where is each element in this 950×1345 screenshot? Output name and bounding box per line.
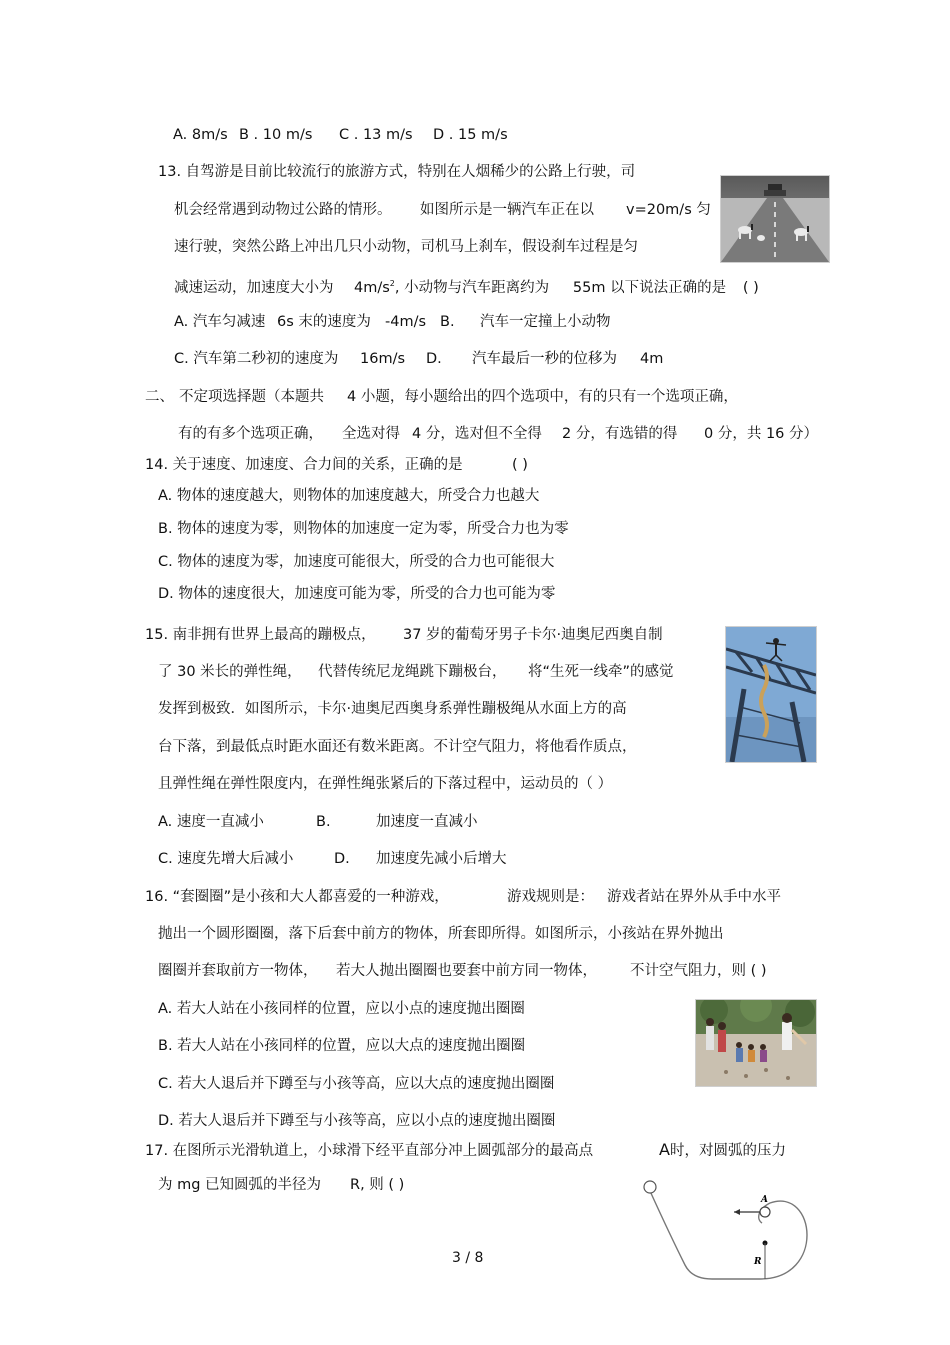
q12-option-d: D . 15 m/s — [433, 127, 508, 143]
q15-option-d: D. — [334, 851, 350, 867]
q16-l3c: 不计空气阻力，则 ( ) — [630, 963, 767, 979]
q13-l2a: 机会经常遇到动物过公路的情形。 — [174, 202, 392, 218]
section2-heading-line2 — [178, 424, 818, 444]
label-a: A — [761, 1195, 768, 1205]
q15-l1a: 15. 南非拥有世界上最高的蹦极点， — [145, 627, 376, 643]
q16-option-b: B. 若大人站在小孩同样的位置，应以大点的速度抛出圈圈 — [158, 1038, 526, 1054]
section2-l2a: 有的有多个选项正确， — [178, 426, 323, 442]
q13-l4-sup: 2 — [389, 279, 395, 288]
q14-option-a: A. 物体的速度越大，则物体的加速度越大，所受合力也越大 — [158, 488, 540, 504]
q17-stem-line2 — [158, 1175, 404, 1195]
q13-l4a: 减速运动，加速度大小为 — [174, 279, 334, 296]
q16-option-d: D. 若大人退后并下蹲至与小孩等高，应以小点的速度抛出圈圈 — [158, 1113, 556, 1129]
q17-l2b: R, 则 ( ) — [350, 1177, 405, 1193]
section2-l1b: 不定项选择题（本题共 — [179, 389, 324, 405]
section2-l2c: 4 分，选对但不全得 — [412, 426, 542, 442]
q13-stem-line3: 速行驶，突然公路上冲出几只小动物，司机马上刹车，假设刹车过程是匀 — [174, 239, 638, 255]
q15-stem-line4: 台下落，到最低点时距水面还有数米距离。不计空气阻力，将他看作质点， — [158, 739, 637, 755]
road-animals-photo — [720, 175, 830, 263]
q16-option-c: C. 若大人退后并下蹲至与小孩等高，应以大点的速度抛出圈圈 — [158, 1076, 555, 1092]
q14-option-b: B. 物体的速度为零，则物体的加速度一定为零，所受合力也为零 — [158, 521, 569, 537]
q15-option-a: A. 速度一直减小 — [158, 814, 264, 830]
page-number: 3 / 8 — [452, 1250, 484, 1266]
section2-l2b: 全选对得 — [342, 426, 400, 442]
q13-option-d: D. — [426, 351, 442, 367]
q13-option-c: C. 汽车第二秒初的速度为 — [174, 351, 339, 367]
label-r: R — [754, 1257, 762, 1267]
q15-option-d2: 加速度先减小后增大 — [376, 851, 507, 867]
section2-l2d: 2 分，有选错的得 — [562, 426, 678, 442]
section2-l2e: 0 分，共 16 分） — [704, 426, 819, 442]
q15-l1b: 37 岁的葡萄牙男子卡尔·迪奥尼西奥自制 — [403, 627, 663, 643]
q12-option-a: A. 8m/s — [173, 127, 228, 143]
bungee-jump-photo — [725, 626, 817, 763]
q16-stem-line1 — [145, 887, 781, 907]
q16-l3a: 圈圈并套取前方一物体， — [158, 963, 318, 979]
q13-stem-line2 — [174, 200, 711, 220]
q16-option-a: A. 若大人站在小孩同样的位置，应以小点的速度抛出圈圈 — [158, 1001, 525, 1017]
q15-options-ab — [158, 812, 478, 832]
q13-options-ab — [174, 312, 611, 332]
q15-option-b2: 加速度一直减小 — [376, 814, 478, 830]
q15-stem-line5: 且弹性绳在弹性限度内，在弹性绳张紧后的下落过程中，运动员的（ ） — [158, 776, 613, 792]
q15-l2c: 将“生死一线牵”的感觉 — [528, 664, 674, 680]
q13-option-b: B. — [440, 314, 455, 330]
q13-option-d3: 4m — [640, 351, 664, 367]
q15-stem-line3: 发挥到极致．如图所示，卡尔·迪奥尼西奥身系弹性蹦极绳从水面上方的高 — [158, 701, 627, 717]
force-arrow-icon — [734, 1209, 740, 1215]
q13-options-cd — [174, 349, 663, 369]
q16-l1b: 游戏规则是： — [507, 889, 594, 905]
q16-stem-line2: 抛出一个圆形圈圈，落下后套中前方的物体，所套即所得。如图所示，小孩站在界外抛出 — [158, 926, 724, 942]
q14-answer-blank: ( ) — [512, 457, 528, 473]
q13-option-c2: 16m/s — [360, 351, 406, 367]
section2-l1c: 4 小题，每小题给出的四个选项中，有的只有一个选项正确， — [347, 389, 738, 405]
q17-l1b: A — [659, 1140, 670, 1159]
q13-stem-line4 — [174, 274, 759, 298]
q15-options-cd — [158, 849, 507, 869]
q13-l4d: 55m 以下说法正确的是 — [572, 279, 727, 296]
q13-option-d2: 汽车最后一秒的位移为 — [472, 351, 617, 367]
q15-stem-line1 — [145, 625, 663, 645]
q13-l4c: , 小动物与汽车距离约为 — [394, 279, 550, 296]
q14-stem-text: 14. 关于速度、加速度、合力间的关系，正确的是 — [145, 457, 463, 473]
q12-option-c: C . 13 m/s — [339, 127, 413, 143]
q15-option-b: B. — [316, 814, 331, 830]
q17-l2a: 为 mg 已知圆弧的半径为 — [158, 1177, 322, 1193]
q13-option-a: A. 汽车匀减速 — [174, 314, 266, 330]
q16-l1c: 游戏者站在界外从手中水平 — [607, 889, 781, 905]
q17-l1c: 时，对圆弧的压力 — [669, 1143, 786, 1159]
section2-number: 二、 — [145, 389, 174, 405]
q15-l2b: 代替传统尼龙绳跳下蹦极台， — [318, 664, 507, 680]
circular-track-diagram — [630, 1175, 820, 1287]
q13-option-a2: 6s 末的速度为 — [277, 314, 371, 330]
q17-l1a: 17. 在图所示光滑轨道上，小球滑下经平直部分冲上圆弧部分的最高点 — [145, 1143, 594, 1159]
q16-stem-line3 — [158, 961, 767, 981]
ring-toss-photo — [695, 999, 817, 1087]
q13-l2c: v=20m/s 匀 — [626, 202, 711, 218]
q15-stem-line2 — [158, 662, 674, 682]
q14-option-c: C. 物体的速度为零，加速度可能很大，所受的合力也可能很大 — [158, 554, 555, 570]
ball-at-top-icon — [760, 1207, 770, 1217]
q16-l3b: 若大人抛出圈圈也要套中前方同一物体， — [336, 963, 597, 979]
q14-stem — [145, 455, 528, 475]
q13-option-b2: 汽车一定撞上小动物 — [480, 314, 611, 330]
q15-l2a: 了 30 米长的弹性绳， — [158, 664, 302, 680]
q15-option-c: C. 速度先增大后减小 — [158, 851, 294, 867]
q12-options — [173, 125, 508, 145]
q16-l1a: 16. “套圈圈”是小孩和大人都喜爱的一种游戏， — [145, 889, 449, 905]
q14-option-d: D. 物体的速度很大，加速度可能为零，所受的合力也可能为零 — [158, 586, 556, 602]
q17-stem-line1 — [145, 1140, 786, 1161]
q13-l2b: 如图所示是一辆汽车正在以 — [420, 202, 594, 218]
q13-l4b: 4m/s — [354, 279, 390, 296]
section2-heading-line1 — [145, 387, 738, 407]
q13-stem-line1: 13. 自驾游是目前比较流行的旅游方式，特别在人烟稀少的公路上行驶，司 — [158, 164, 636, 180]
q13-option-a3: -4m/s — [385, 314, 427, 330]
ball-icon — [644, 1181, 656, 1193]
q13-l4e: ( ) — [742, 279, 759, 296]
q12-option-b: B . 10 m/s — [239, 127, 313, 143]
